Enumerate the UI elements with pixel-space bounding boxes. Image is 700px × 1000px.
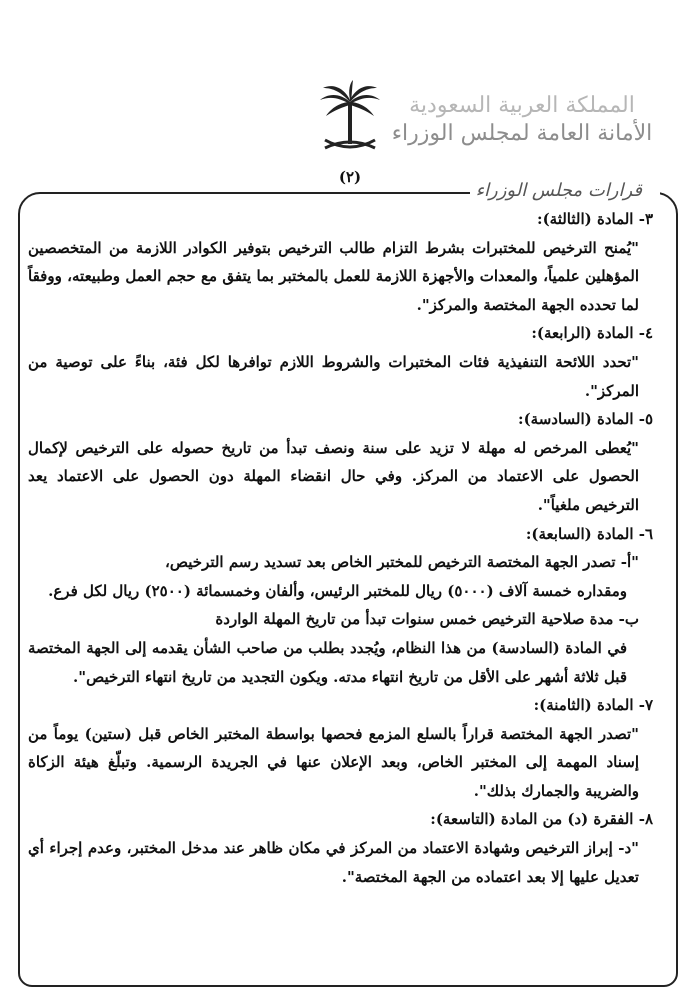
- clause-a-first-line: "أ- تصدر الجهة المختصة الترخيص للمختبر الخاص بعد تسديد رسم الترخيص،: [165, 553, 639, 572]
- article-heading: ٤- المادة (الرابعة):: [531, 324, 653, 343]
- article-8: [28, 691, 653, 805]
- article-heading: ٨- الفقرة (د) من المادة (التاسعة):: [430, 810, 653, 829]
- government-line-1: المملكة العربية السعودية: [409, 93, 635, 118]
- article-heading: ٣- المادة (الثالثة):: [537, 210, 653, 228]
- article-text: "د- إبراز الترخيص وشهادة الاعتماد من المركز في مكان ظاهر عند مدخل المختبر، وعدم إجراء أي تعديل عليها إلا بعد اعتماده من الجهة المختصة".: [28, 839, 639, 886]
- article-9-clause-d: [28, 805, 653, 891]
- government-name: [372, 92, 672, 147]
- article-4: [28, 319, 653, 405]
- article-heading: ٦- المادة (السابعة):: [525, 524, 653, 543]
- article-heading: ٧- المادة (الثامنة):: [533, 696, 653, 715]
- article-7: [28, 520, 653, 692]
- clause-a-text: ومقداره خمسة آلاف (٥٠٠٠) ريال للمختبر الرئيس، وألفان وخمسمائة (٢٥٠٠) ريال لكل فرع.: [48, 581, 627, 600]
- article-3: [28, 205, 653, 319]
- page-number: (٢): [338, 168, 362, 186]
- clause-b-first-line: ب- مدة صلاحية الترخيص خمس سنوات تبدأ من تاريخ المهلة الواردة: [215, 610, 639, 629]
- letterhead: [0, 0, 700, 200]
- clause-b-text: في المادة (السادسة) من هذا النظام، ويُجدد بطلب من صاحب الشأن يقدمه إلى الجهة المختصة قبل ثلاثة أشهر على الأقل من تاريخ انتهاء مدته. ويكون التجديد من تاريخ انتهاء الترخيص".: [28, 638, 627, 686]
- article-6: [28, 405, 653, 519]
- article-heading: ٥- المادة (السادسة):: [518, 410, 653, 429]
- article-text: "يُعطى المرخص له مهلة لا تزيد على سنة ونصف تبدأ من تاريخ حصوله على الترخيص لإكمال الحصول على الاعتماد من المركز. وفي حال انقضاء المهلة دون الحصول على الاعتماد يعد الترخيص ملغياً".: [28, 438, 639, 514]
- government-line-2: الأمانة العامة لمجلس الوزراء: [391, 120, 653, 146]
- section-title: قرارات مجلس الوزراء: [470, 180, 648, 201]
- article-text: "تحدد اللائحة التنفيذية فئات المختبرات والشروط اللازم توافرها لكل فئة، بناءً على توصية من المركز".: [28, 352, 639, 400]
- document-body: [28, 205, 653, 891]
- article-text: "يُمنح الترخيص للمختبرات بشرط التزام طالب الترخيص بتوفير الكوادر اللازمة من المتخصصين المؤهلين علمياً، والمعدات والأجهزة اللازمة للعمل بالمختبر بما يتفق مع حجم العمل وطبيعته، ووفقاً لما تحدده الجهة المختصة والمركز".: [28, 238, 639, 314]
- article-text: "تصدر الجهة المختصة قراراً بالسلع المزمع فحصها بواسطة المختبر الخاص قبل (ستين) يوماً من إسناد المهمة إلى المختبر الخاص، وبعد الإعلان عنها في الجريدة الرسمية. وتبلّغ هيئة الزكاة والضريبة والجمارك بذلك".: [28, 724, 639, 800]
